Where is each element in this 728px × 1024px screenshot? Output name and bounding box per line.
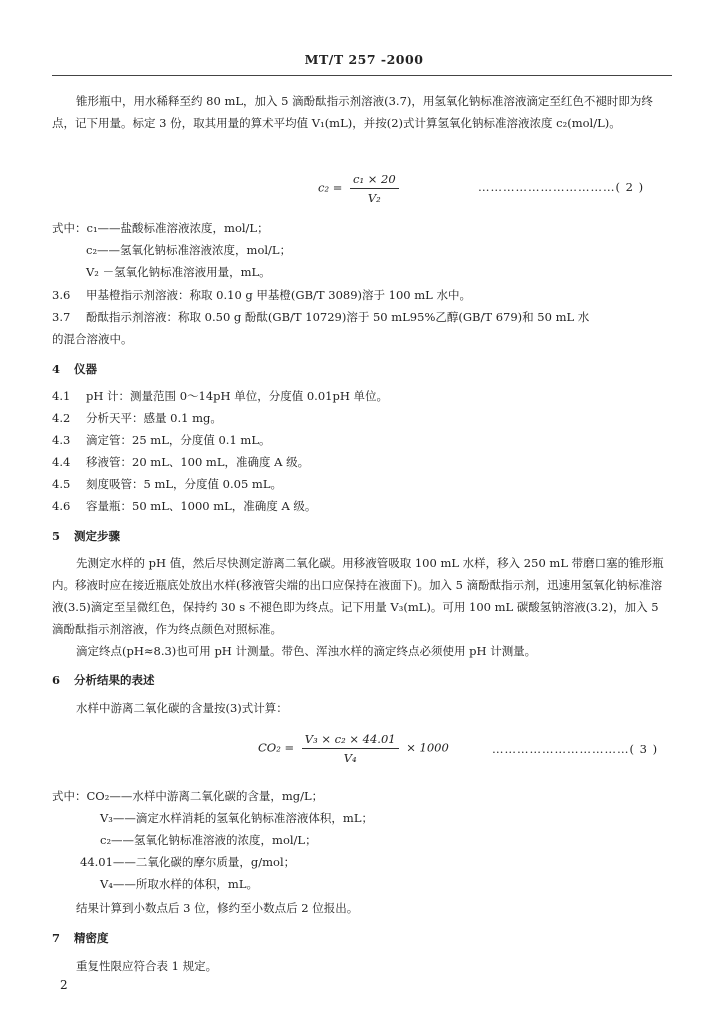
instrument-item <box>52 388 388 404</box>
formula-2-denominator: V₂ <box>367 191 381 205</box>
formula-3-multiplier: × 1000 <box>406 740 449 755</box>
formula-2-number: ……………………………( 2 ) <box>478 180 645 194</box>
formula-2-definition: V₂ －氢氧化钠标准溶液用量，mL。 <box>86 265 271 279</box>
section-4-heading <box>52 361 97 377</box>
instrument-item <box>52 498 316 514</box>
formula-3-lhs: CO₂ = <box>258 740 295 755</box>
clause-number: 4.4 <box>52 455 71 469</box>
clause-number: 4.3 <box>52 433 71 447</box>
section-number: 7 <box>52 931 61 945</box>
paragraph-procedure: 先测定水样的 pH 值，然后尽快测定游离二氧化碳。用移液管吸取 100 mL 水样，移入 250 mL 带磨口塞的锥形瓶内。移液时应在接近瓶底处放出水样(移液管尖端的出口应保持在液面下)。加入 5 滴酚酞指示剂，迅速用氢氧化钠标准溶液(3.5)滴定至呈微红色，保持约 30 s 不褪色即为终点。记下用量 V₃(mL)。可用 100 mL 碳酸氢钠溶液(3.2)，加入 5 滴酚酞指示剂溶液，作为终点颜色对照标准。 <box>52 556 664 636</box>
paragraph-result-intro: 水样中游离二氧化碳的含量按(3)式计算： <box>76 701 288 715</box>
formula-3-definition: V₃——滴定水样消耗的氢氧化钠标准溶液体积，mL； <box>100 811 373 825</box>
section-number: 6 <box>52 673 61 687</box>
clause-text: 酚酞指示剂溶液：称取 0.50 g 酚酞(GB/T 10729)溶于 50 mL95%乙醇(GB/T 679)和 50 mL 水 <box>86 310 590 324</box>
clause-number: 3.7 <box>52 310 71 324</box>
formula-3 <box>258 732 449 765</box>
formula-2-definition: 式中：c₁——盐酸标准溶液浓度，mol/L； <box>52 221 269 235</box>
clause-text: 甲基橙指示剂溶液：称取 0.10 g 甲基橙(GB/T 3089)溶于 100 mL 水中。 <box>86 288 471 302</box>
instrument-item <box>52 432 270 448</box>
clause-text: 容量瓶：50 mL、1000 mL，准确度 A 级。 <box>86 499 317 513</box>
clause-3-6 <box>52 287 471 303</box>
formula-3-denominator: V₄ <box>343 751 357 765</box>
section-number: 5 <box>52 529 61 543</box>
page-header: MT/T 257 -2000 <box>304 52 424 67</box>
instrument-item <box>52 410 222 426</box>
section-title: 分析结果的表述 <box>74 673 155 687</box>
formula-2-lhs: c₂ = <box>318 180 343 195</box>
formula-3-number: ……………………………( 3 ) <box>492 742 659 756</box>
clause-number: 4.5 <box>52 477 71 491</box>
clause-text: 移液管：20 mL、100 mL，准确度 A 级。 <box>86 455 310 469</box>
paragraph-titration-calibration: 锥形瓶中，用水稀释至约 80 mL，加入 5 滴酚酞指示剂溶液(3.7)，用氢氧化钠标准溶液滴定至红色不褪时即为终点，记下用量。标定 3 份，取其用量的算术平均值 V₁(mL)，并按(2)式计算氢氧化钠标准溶液浓度 c₂(mol/L)。 <box>52 94 653 130</box>
section-number: 4 <box>52 362 61 376</box>
section-7-heading <box>52 930 109 946</box>
clause-3-7 <box>52 309 589 325</box>
clause-text: 分析天平：感量 0.1 mg。 <box>86 411 222 425</box>
section-title: 精密度 <box>74 931 109 945</box>
section-6-heading <box>52 672 155 688</box>
paragraph-rounding: 结果计算到小数点后 3 位，修约至小数点后 2 位报出。 <box>76 901 359 915</box>
clause-text: 滴定管：25 mL，分度值 0.1 mL。 <box>86 433 271 447</box>
section-title: 仪器 <box>74 362 97 376</box>
formula-3-definition: c₂——氢氧化钠标准溶液的浓度，mol/L； <box>100 833 317 847</box>
header-rule <box>52 75 672 76</box>
formula-3-definition: 44.01——二氧化碳的摩尔质量，g/mol； <box>80 855 296 869</box>
formula-2-definition: c₂——氢氧化钠标准溶液浓度，mol/L； <box>86 243 292 257</box>
paragraph-precision: 重复性限应符合表 1 规定。 <box>76 959 218 973</box>
clause-number: 4.1 <box>52 389 71 403</box>
section-title: 测定步骤 <box>74 529 120 543</box>
formula-3-definition: 式中：CO₂——水样中游离二氧化碳的含量，mg/L； <box>52 789 324 803</box>
clause-number: 3.6 <box>52 288 71 302</box>
page-number: 2 <box>60 978 68 992</box>
formula-2-fraction <box>350 172 399 205</box>
clause-number: 4.6 <box>52 499 71 513</box>
formula-3-numerator: V₃ × c₂ × 44.01 <box>302 732 399 749</box>
clause-number: 4.2 <box>52 411 71 425</box>
instrument-item <box>52 476 282 492</box>
clause-3-7-continuation: 的混合溶液中。 <box>52 332 133 346</box>
instrument-item <box>52 454 309 470</box>
formula-3-fraction <box>302 732 399 765</box>
clause-text: pH 计：测量范围 0～14pH 单位，分度值 0.01pH 单位。 <box>86 389 389 403</box>
formula-2-numerator: c₁ × 20 <box>350 172 399 189</box>
formula-3-definition: V₄——所取水样的体积，mL。 <box>100 877 258 891</box>
section-5-heading <box>52 528 120 544</box>
clause-text: 刻度吸管：5 mL，分度值 0.05 mL。 <box>86 477 282 491</box>
formula-2 <box>318 172 403 205</box>
paragraph-endpoint: 滴定终点(pH≈8.3)也可用 pH 计测量。带色、浑浊水样的滴定终点必须使用 pH 计测量。 <box>76 644 537 658</box>
